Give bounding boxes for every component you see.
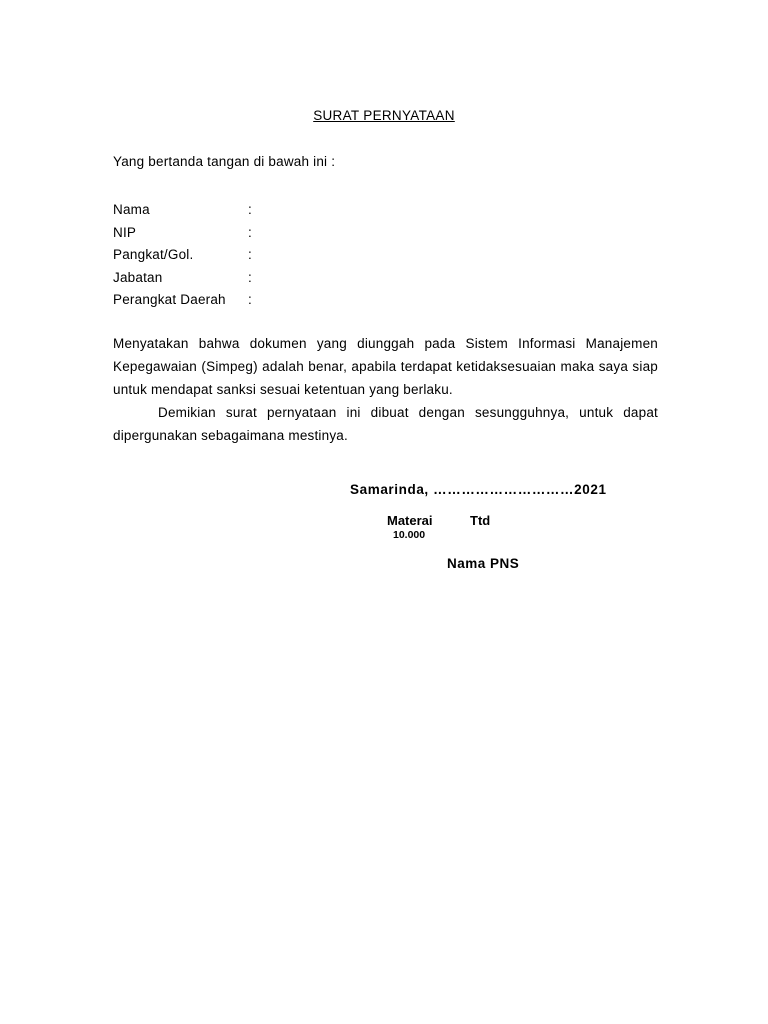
field-label: NIP bbox=[113, 224, 137, 240]
document-title: SURAT PERNYATAAN bbox=[313, 108, 455, 123]
closing-paragraph: Demikian surat pernyataan ini dibuat dengan sesungguhnya, untuk dapat dipergunakan sebagaimana mestinya. bbox=[113, 405, 658, 443]
field-label: Jabatan bbox=[113, 269, 163, 285]
materai-label: Materai bbox=[387, 513, 433, 528]
field-row-pangkat bbox=[113, 244, 252, 267]
statement-paragraph: Menyatakan bahwa dokumen yang diunggah pada Sistem Informasi Manajemen Kepegawaian (Simpeg) adalah benar, apabila terdapat ketidaksesuaian maka saya siap untuk mendapat sanksi sesuai ketentuan yang berlaku. bbox=[113, 336, 658, 397]
materai-value: 10.000 bbox=[393, 529, 426, 541]
intro-text: Yang bertanda tangan di bawah ini : bbox=[113, 154, 336, 169]
field-colon: : bbox=[248, 292, 252, 307]
field-label: Pangkat/Gol. bbox=[113, 247, 194, 262]
identity-fields bbox=[113, 199, 252, 312]
place-date-line: Samarinda, …………………………2021 bbox=[350, 482, 607, 497]
field-row-perangkat-daerah bbox=[113, 289, 252, 312]
field-colon: : bbox=[248, 269, 252, 285]
field-row-nip bbox=[113, 222, 252, 245]
signer-name: Nama PNS bbox=[447, 556, 520, 571]
field-row-nama bbox=[113, 199, 252, 222]
field-row-jabatan bbox=[113, 267, 252, 290]
field-label: Nama bbox=[113, 202, 150, 217]
field-colon: : bbox=[248, 224, 252, 240]
field-label: Perangkat Daerah bbox=[113, 292, 226, 307]
field-colon: : bbox=[248, 247, 252, 262]
field-colon: : bbox=[248, 202, 252, 217]
signature-mark: Ttd bbox=[470, 513, 491, 528]
